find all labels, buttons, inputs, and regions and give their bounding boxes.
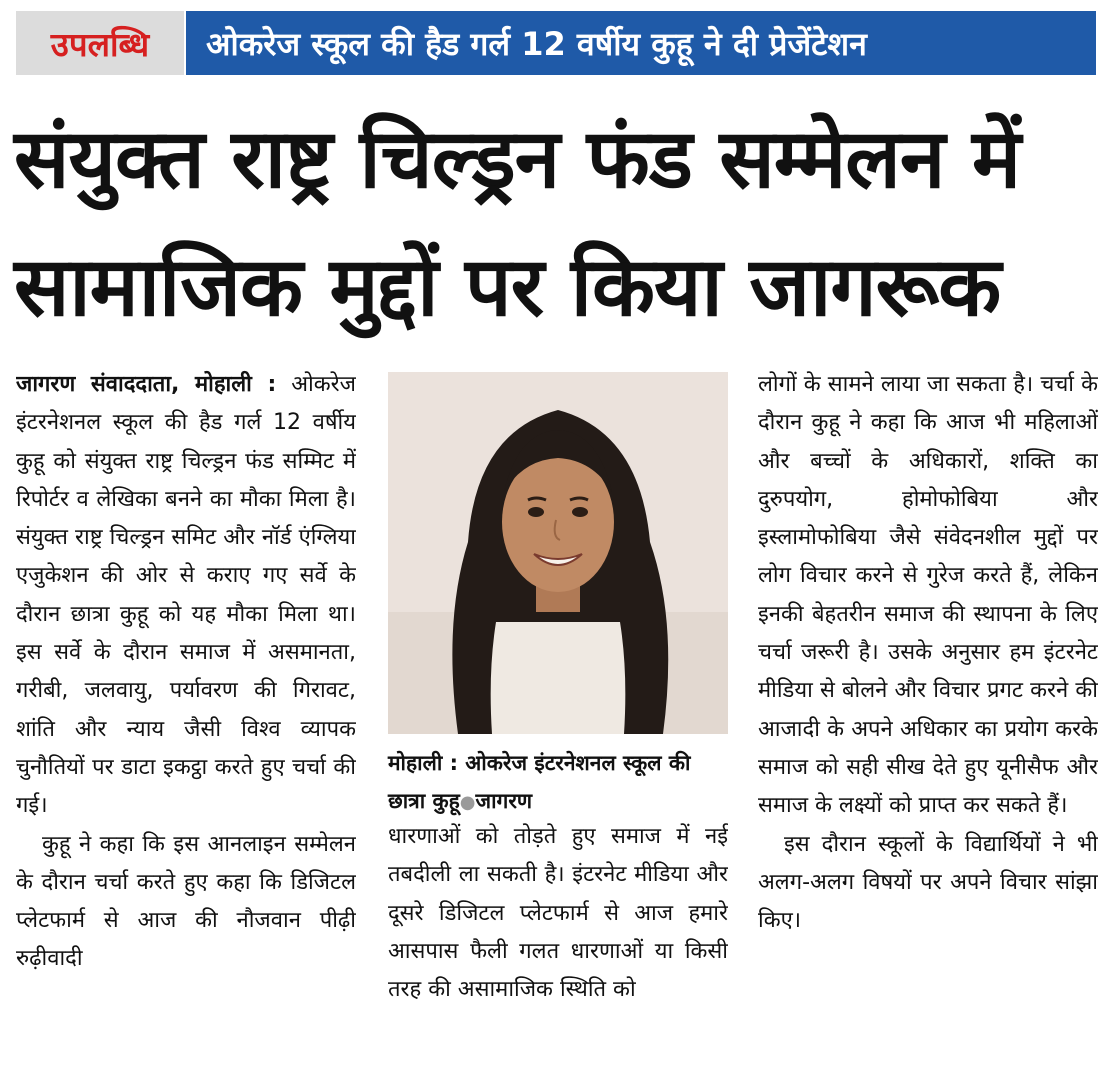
student-photo <box>388 372 728 734</box>
headline-line-1: संयुक्त राष्ट्र चिल्ड्रन फंड सम्मेलन में <box>14 112 1020 207</box>
article-text: ओकरेज इंटरनेशनल स्कूल की हैड गर्ल 12 वर्षीय कुहू को संयुक्त राष्ट्र चिल्ड्रन फंड सम्मिट में रिपोर्टर व लेखिका बनने का मौका मिला है। संयुक्त राष्ट्र चिल्ड्रन समिट और नॉर्ड एंग्लिया एजुकेशन की ओर से कराए गए सर्वे के दौरान छात्रा कुहू को यह मौका मिला था। इस सर्वे के दौरान समाज में असमानता, गरीबी, जलवायु, पर्यावरण की गिरावट, शांति और न्याय जैसी विश्व व्यापक चुनौतियों पर डाटा इकट्ठा करते हुए चर्चा की गई। <box>16 372 356 819</box>
sub-headline-strap: ओकरेज स्कूल की हैड गर्ल 12 वर्षीय कुहू ने दी प्रेजेंटेशन <box>186 11 1096 75</box>
headline-line-2: सामाजिक मुद्दों पर किया जागरूक <box>14 240 1001 335</box>
section-kicker: उपलब्धि <box>16 11 184 75</box>
caption-credit: जागरण <box>475 789 533 813</box>
article-paragraph: इस दौरान स्कूलों के विद्यार्थियों ने भी अलग-अलग विषयों पर अपने विचार सांझा किए। <box>758 831 1098 934</box>
article-column-2 <box>388 818 728 1070</box>
article-column-1 <box>16 366 356 1070</box>
dateline: जागरण संवाददाता, मोहाली : <box>16 372 277 397</box>
caption-text: मोहाली : ओकरेज इंटरनेशनल स्कूल की छात्रा कुहू <box>388 751 691 813</box>
headline <box>14 96 1104 352</box>
article-paragraph: लोगों के सामने लाया जा सकता है। चर्चा के दौरान कुहू ने कहा कि आज भी महिलाओं और बच्चों के अधिकारों, शक्ति का दुरुपयोग, होमोफोबिया और इस्लामोफोबिया जैसे संवेदनशील मुद्दों पर लोग विचार करने से गुरेज करते हैं, लेकिन इनकी बेहतरीन समाज की स्थापना के लिए चर्चा जरूरी है। उसके अनुसार हम इंटरनेट मीडिया से बोलने और विचार प्रगट करने की आजादी के अपने अधिकार का प्रयोग करके समाज को सही सीख देते हुए यूनीसैफ और समाज के लक्ष्यों को प्राप्त कर सकते हैं। <box>758 372 1098 819</box>
section-banner <box>16 11 1096 75</box>
article-paragraph <box>16 366 356 826</box>
photo-caption <box>388 744 728 822</box>
article-column-3 <box>758 366 1098 1070</box>
article-paragraph: कुहू ने कहा कि इस आनलाइन सम्मेलन के दौरान चर्चा करते हुए कहा कि डिजिटल प्लेटफार्म से आज की नौजवान पीढ़ी रुढ़ीवादी <box>16 831 356 972</box>
bullet-dot-icon: ● <box>459 792 476 813</box>
portrait-illustration <box>388 372 728 734</box>
article-paragraph: धारणाओं को तोड़ते हुए समाज में नई तबदीली ला सकती है। इंटरनेट मीडिया और दूसरे डिजिटल प्लेटफार्म से आज हमारे आसपास फैली गलत धारणाओं या किसी तरह की असामाजिक स्थिति को <box>388 824 728 1003</box>
